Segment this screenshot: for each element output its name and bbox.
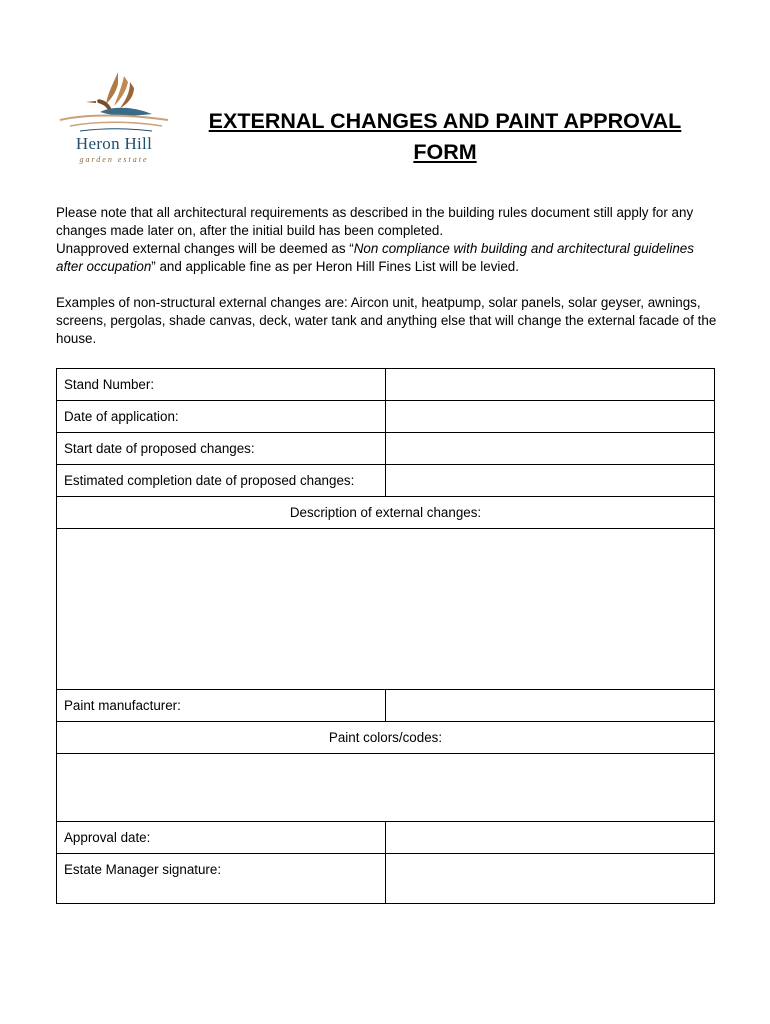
heron-hill-logo bbox=[56, 70, 172, 170]
paint-manufacturer-label: Paint manufacturer: bbox=[57, 690, 386, 722]
table-row bbox=[57, 529, 715, 690]
paint-manufacturer-field[interactable] bbox=[386, 690, 715, 722]
intro-line-2 bbox=[56, 240, 722, 276]
completion-date-field[interactable] bbox=[386, 465, 715, 497]
table-row bbox=[57, 690, 715, 722]
start-date-field[interactable] bbox=[386, 433, 715, 465]
completion-date-label: Estimated completion date of proposed changes: bbox=[57, 465, 386, 497]
table-row bbox=[57, 754, 715, 822]
logo-name: Heron Hill bbox=[75, 134, 153, 153]
table-row bbox=[57, 722, 715, 754]
table-row bbox=[57, 465, 715, 497]
title-line-2: FORM bbox=[413, 140, 477, 164]
application-form-table bbox=[56, 368, 715, 904]
examples-text: Examples of non-structural external changes are: Aircon unit, heatpump, solar panels, solar geyser, awnings, screens, pergolas, shade canvas, deck, water tank and anything else that will change the external facade of the house. bbox=[56, 295, 717, 346]
stand-number-field[interactable] bbox=[386, 369, 715, 401]
table-row bbox=[57, 401, 715, 433]
heron-bird-icon bbox=[56, 70, 172, 136]
date-of-application-field[interactable] bbox=[386, 401, 715, 433]
intro-line-2-italic: Non compliance with building and architectural guidelines after occupation bbox=[56, 241, 694, 274]
approval-date-field[interactable] bbox=[386, 822, 715, 854]
estate-manager-signature-label: Estate Manager signature: bbox=[57, 854, 386, 904]
intro-line-1: Please note that all architectural requirements as described in the building rules document still apply for any changes made later on, after the initial build has been completed. bbox=[56, 205, 694, 238]
date-of-application-label: Date of application: bbox=[57, 401, 386, 433]
paint-colors-header: Paint colors/codes: bbox=[57, 722, 715, 754]
intro-line-2-start: Unapproved external changes will be deemed as “ bbox=[56, 241, 354, 256]
table-row bbox=[57, 854, 715, 904]
start-date-label: Start date of proposed changes: bbox=[57, 433, 386, 465]
examples-paragraph bbox=[56, 294, 722, 348]
stand-number-label: Stand Number: bbox=[57, 369, 386, 401]
table-row bbox=[57, 433, 715, 465]
table-row bbox=[57, 497, 715, 529]
table-row bbox=[57, 822, 715, 854]
paint-colors-field[interactable] bbox=[57, 754, 715, 822]
intro-line-2-end: ” and applicable fine as per Heron Hill Fines List will be levied. bbox=[151, 259, 519, 274]
description-header: Description of external changes: bbox=[57, 497, 715, 529]
description-field[interactable] bbox=[57, 529, 715, 690]
title-line-1: EXTERNAL CHANGES AND PAINT APPROVAL bbox=[208, 109, 682, 133]
estate-manager-signature-field[interactable] bbox=[386, 854, 715, 904]
table-row bbox=[57, 369, 715, 401]
intro-paragraph bbox=[56, 204, 722, 276]
page-title bbox=[170, 106, 720, 168]
logo-subtitle: garden estate bbox=[79, 155, 149, 164]
approval-date-label: Approval date: bbox=[57, 822, 386, 854]
